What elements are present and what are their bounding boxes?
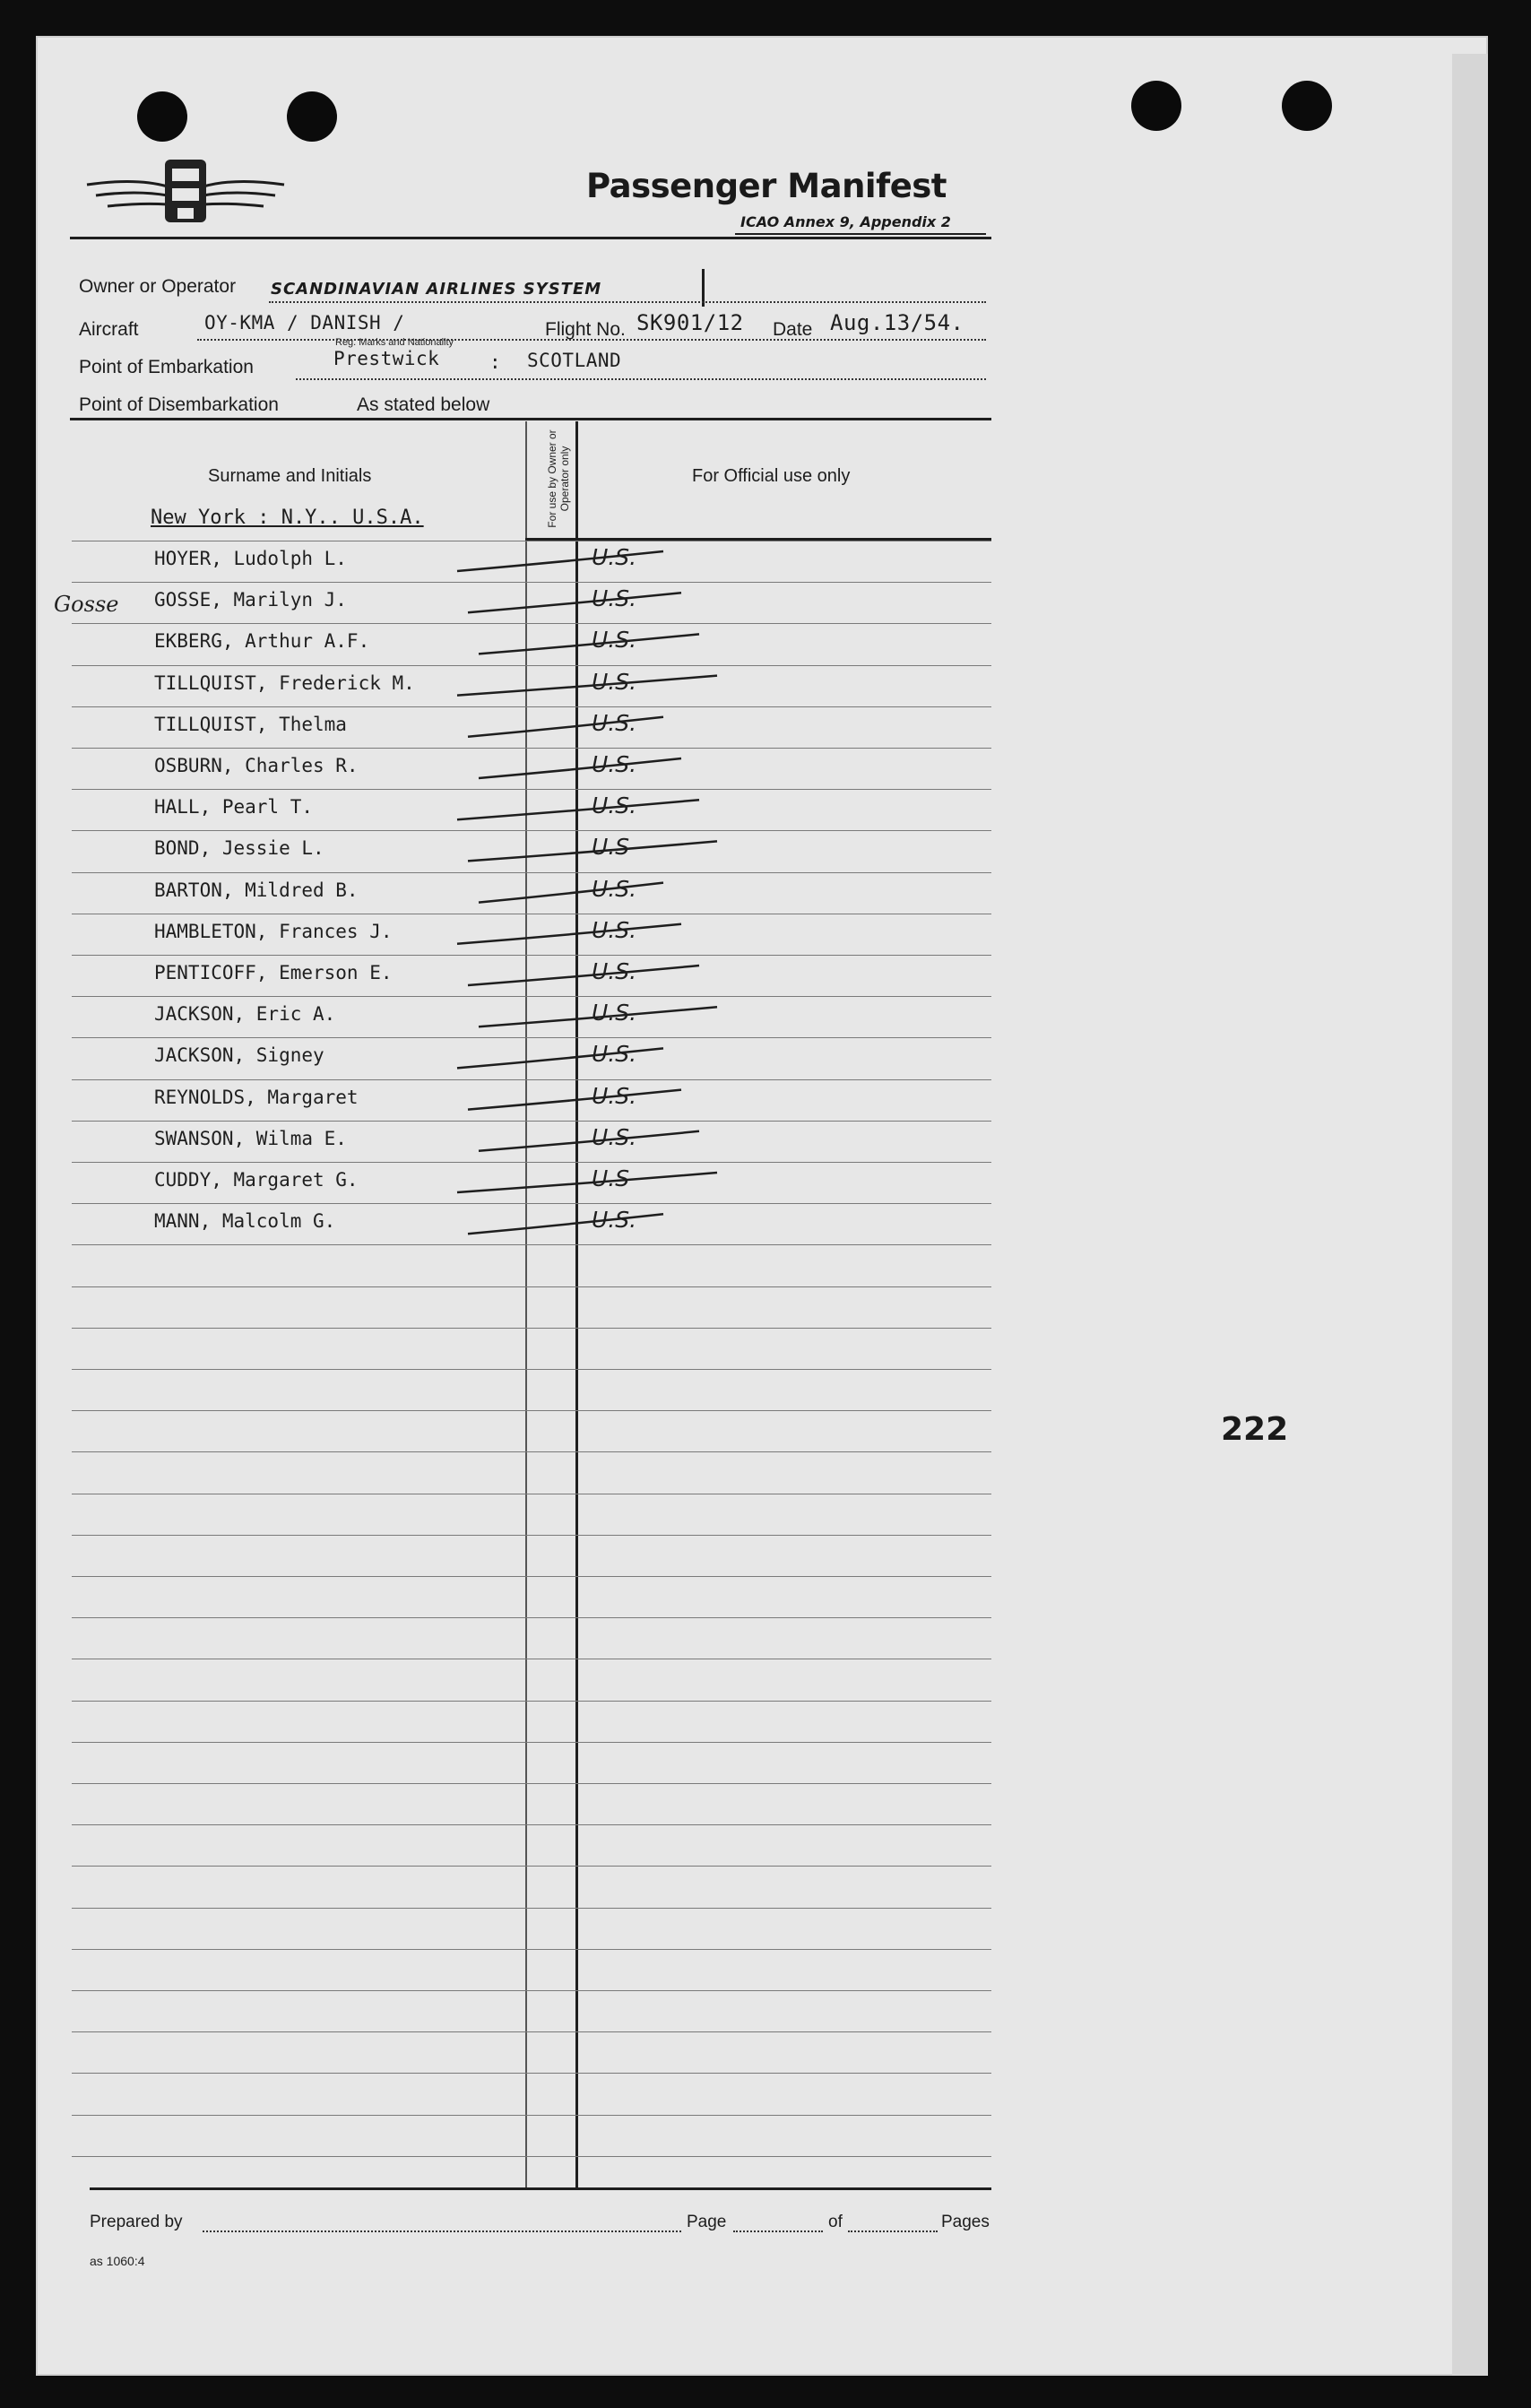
ruled-line — [72, 1037, 991, 1038]
ruled-line — [72, 1576, 991, 1577]
page-field[interactable] — [733, 2230, 823, 2232]
operator-value: SCANDINAVIAN AIRLINES SYSTEM — [271, 280, 602, 299]
passenger-nationality: U.S. — [592, 627, 637, 653]
operator-line — [269, 301, 986, 303]
fields-divider — [70, 418, 991, 420]
passenger-nationality: U.S. — [592, 544, 637, 570]
date-value: Aug.13/54. — [830, 310, 964, 335]
paper-edge — [1452, 54, 1488, 2376]
ruled-line — [72, 1410, 991, 1411]
ruled-line — [72, 665, 991, 666]
passenger-nationality: U.S. — [592, 876, 637, 902]
manifest-sheet — [36, 36, 1488, 2376]
passenger-nationality: U.S — [592, 1165, 630, 1191]
embarkation-line — [296, 378, 986, 380]
ruled-line — [72, 706, 991, 707]
ruled-line — [72, 1866, 991, 1867]
table-bottom-rule — [90, 2187, 991, 2190]
passenger-nationality: U.S. — [592, 1000, 637, 1026]
embarkation-separator: : — [489, 351, 502, 373]
of-label: of — [828, 2213, 843, 2231]
passenger-nationality: U.S. — [592, 585, 637, 611]
ruled-line — [72, 1286, 991, 1287]
passenger-nationality: U.S. — [592, 751, 637, 777]
ruled-line — [72, 872, 991, 873]
ruled-line — [72, 1203, 991, 1204]
ruled-line — [72, 2115, 991, 2116]
punch-hole — [137, 91, 187, 142]
ruled-line — [72, 1783, 991, 1784]
ruled-line — [72, 789, 991, 790]
passenger-nationality: U.S. — [592, 1041, 637, 1067]
operator-column-right — [575, 421, 578, 2189]
form-title: Passenger Manifest — [586, 167, 947, 205]
ruled-line — [72, 1824, 991, 1825]
ruled-line — [72, 1701, 991, 1702]
ruled-line — [72, 996, 991, 997]
passenger-name: PENTICOFF, Emerson E. — [154, 962, 393, 983]
passenger-name: EKBERG, Arthur A.F. — [154, 630, 370, 652]
passenger-nationality: U.S. — [592, 669, 637, 695]
passenger-name: MANN, Malcolm G. — [154, 1210, 336, 1232]
margin-page-number: 222 — [1221, 1411, 1289, 1448]
passenger-name: HALL, Pearl T. — [154, 796, 314, 818]
embarkation-label: Point of Embarkation — [79, 357, 254, 377]
disembarkation-value: As stated below — [357, 394, 490, 415]
passenger-nationality: U.S. — [592, 710, 637, 736]
passenger-name: JACKSON, Signey — [154, 1044, 324, 1066]
ruled-line — [72, 2031, 991, 2032]
ruled-line — [72, 1535, 991, 1536]
passenger-name: HOYER, Ludolph L. — [154, 548, 347, 569]
ruled-line — [72, 582, 991, 583]
ruled-line — [72, 1742, 991, 1743]
aircraft-value: OY-KMA / DANISH / — [204, 312, 405, 333]
ruled-line — [72, 1451, 991, 1452]
passenger-name: REYNOLDS, Margaret — [154, 1087, 359, 1108]
page-label: Page — [687, 2213, 727, 2231]
flight-label: Flight No. — [545, 319, 626, 340]
passenger-name: BOND, Jessie L. — [154, 837, 324, 859]
embarkation-value: Prestwick — [333, 348, 440, 369]
prepared-by-field[interactable] — [203, 2230, 681, 2232]
passenger-nationality: U.S. — [592, 958, 637, 984]
disembarkation-label: Point of Disembarkation — [79, 394, 279, 415]
punch-hole — [1282, 81, 1332, 131]
reg-note: Reg. Marks and Nationality — [335, 337, 454, 348]
destination-heading: New York : N.Y.. U.S.A. — [151, 507, 424, 529]
ruled-line — [72, 1328, 991, 1329]
ruled-line — [72, 2156, 991, 2157]
ruled-line — [72, 1244, 991, 1245]
passenger-name: OSBURN, Charles R. — [154, 755, 359, 776]
header-divider — [70, 237, 991, 239]
passenger-nationality: U.S. — [592, 793, 637, 819]
punch-hole — [1131, 81, 1181, 131]
pages-label: Pages — [941, 2213, 990, 2231]
ruled-line — [72, 1949, 991, 1950]
passenger-name: TILLQUIST, Frederick M. — [154, 672, 415, 694]
column-header-operator: For use by Owner or Operator only — [546, 429, 571, 528]
title-underline — [735, 233, 986, 235]
column-header-official: For Official use only — [692, 466, 851, 486]
ruled-line — [72, 1908, 991, 1909]
form-subtitle: ICAO Annex 9, Appendix 2 — [740, 213, 951, 230]
ruled-line — [72, 1617, 991, 1618]
handwritten-correction: Gosse — [54, 592, 119, 617]
embarkation-country: SCOTLAND — [527, 350, 622, 371]
passenger-nationality: U.S. — [592, 1124, 637, 1150]
column-header-name: Surname and Initials — [208, 466, 372, 486]
passenger-nationality: U.S — [592, 834, 630, 860]
operator-column-left — [525, 421, 527, 2189]
passenger-nationality: U.S. — [592, 1207, 637, 1233]
aircraft-label: Aircraft — [79, 319, 139, 340]
passenger-nationality: U.S. — [592, 917, 637, 943]
passenger-nationality: U.S. — [592, 1083, 637, 1109]
passenger-name: HAMBLETON, Frances J. — [154, 921, 393, 942]
ruled-line — [72, 1369, 991, 1370]
airline-logo — [82, 151, 289, 240]
ruled-line — [72, 2073, 991, 2074]
punch-hole — [287, 91, 337, 142]
date-label: Date — [773, 319, 813, 340]
ruled-line — [72, 1990, 991, 1991]
prepared-by-label: Prepared by — [90, 2213, 183, 2231]
passenger-name: TILLQUIST, Thelma — [154, 714, 347, 735]
aircraft-line — [197, 339, 986, 341]
ruled-line — [72, 1162, 991, 1163]
ruled-line — [72, 1079, 991, 1080]
ruled-line — [72, 623, 991, 624]
pages-field[interactable] — [848, 2230, 938, 2232]
ruled-line — [72, 748, 991, 749]
passenger-name: BARTON, Mildred B. — [154, 879, 359, 901]
passenger-name: JACKSON, Eric A. — [154, 1003, 336, 1025]
form-number: as 1060:4 — [90, 2254, 145, 2268]
passenger-name: GOSSE, Marilyn J. — [154, 589, 347, 611]
operator-label: Owner or Operator — [79, 276, 237, 297]
ruled-line — [72, 830, 991, 831]
flight-value: SK901/12 — [636, 310, 744, 335]
passenger-name: CUDDY, Margaret G. — [154, 1169, 359, 1191]
ruled-line — [72, 1121, 991, 1122]
ruled-line — [72, 955, 991, 956]
passenger-name: SWANSON, Wilma E. — [154, 1128, 347, 1149]
